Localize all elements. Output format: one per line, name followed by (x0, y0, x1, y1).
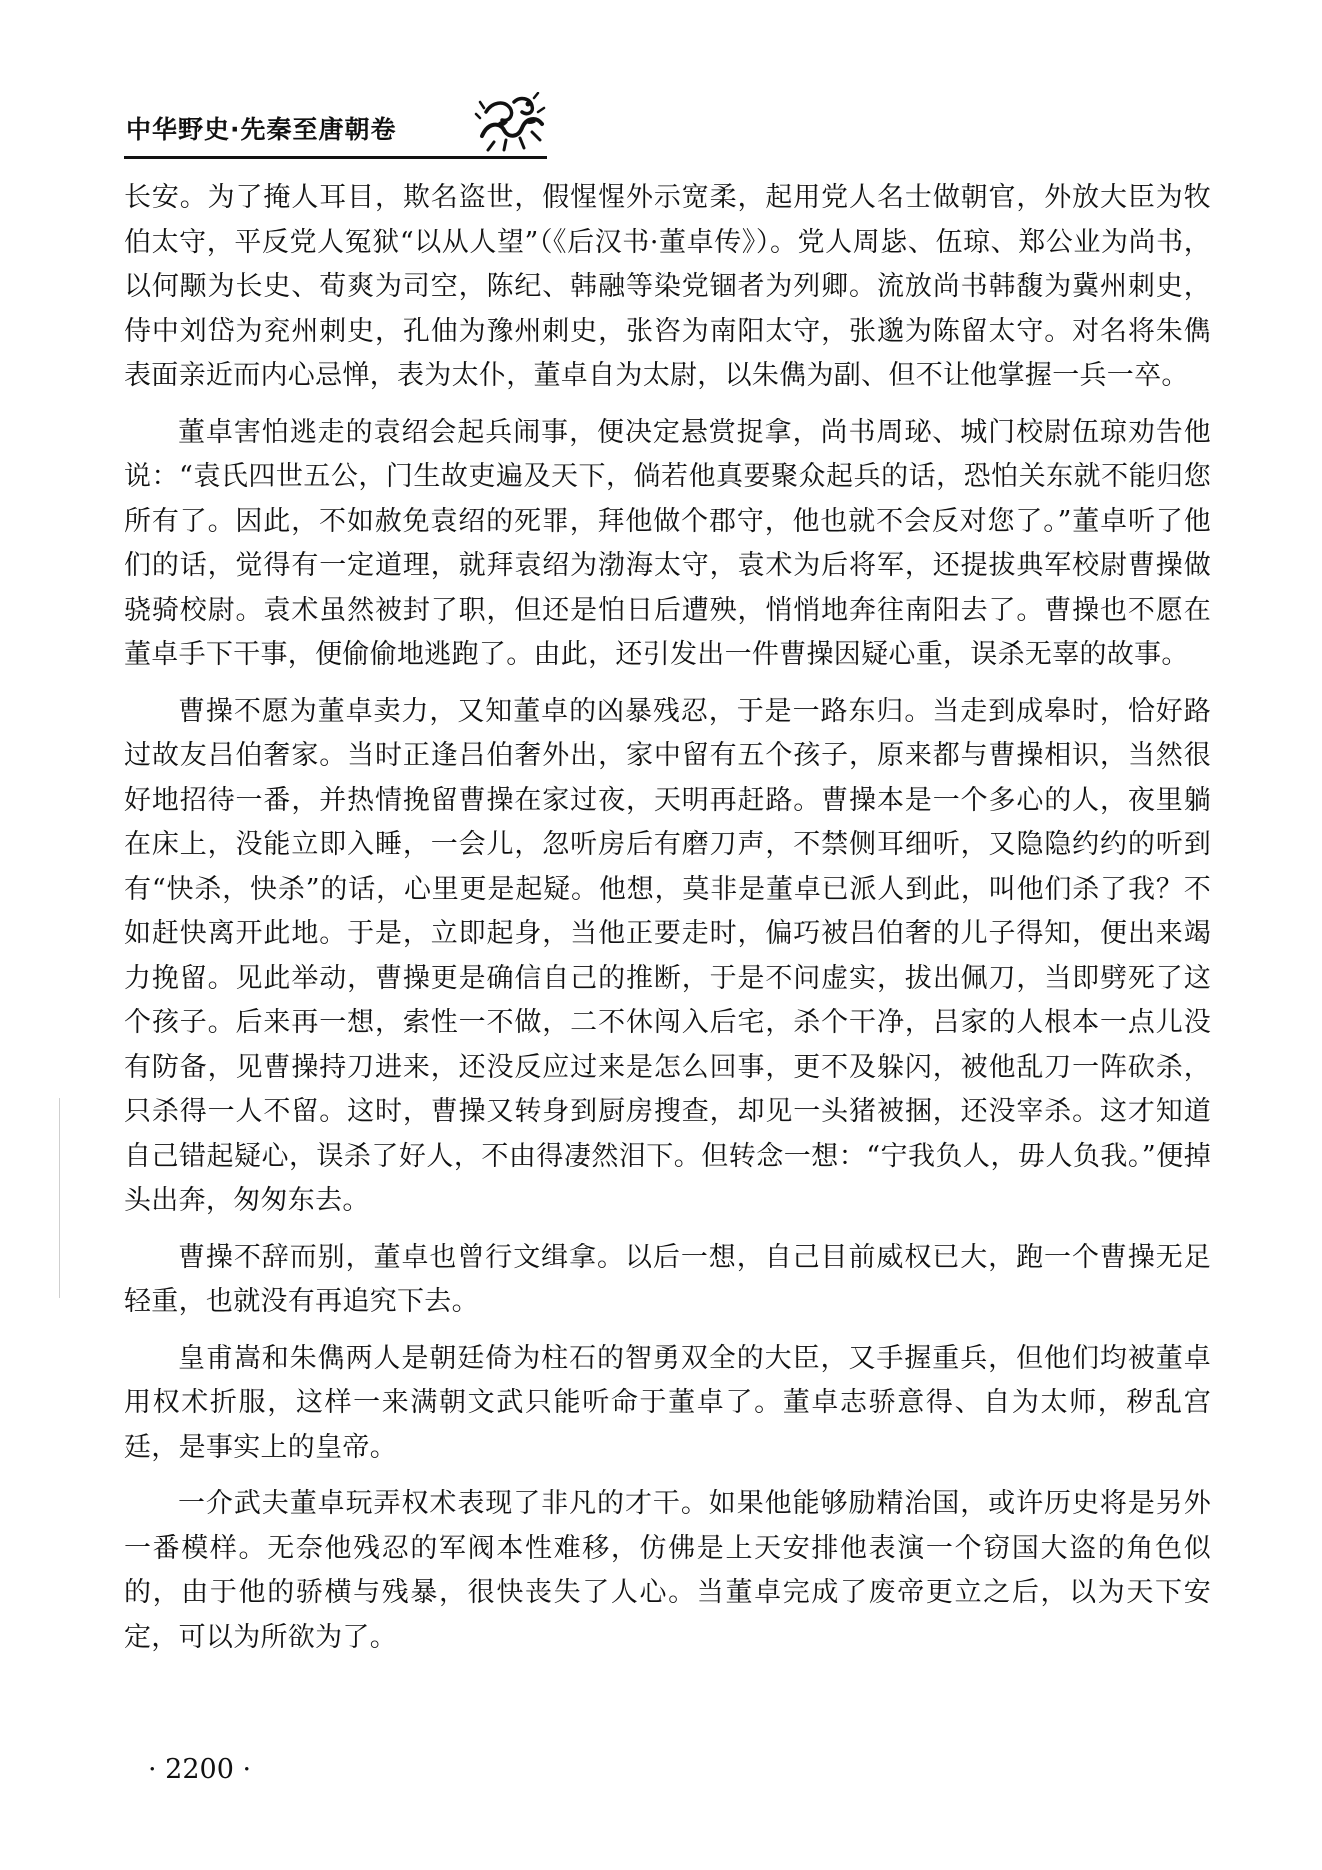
paragraph: 皇甫嵩和朱儁两人是朝廷倚为柱石的智勇双全的大臣，又手握重兵，但他们均被董卓用权术折服，这样一来满朝文武只能听命于董卓了。董卓志骄意得、自为太师，秽乱宫廷，是事实上的皇帝。 (124, 1342, 1211, 1463)
dragon-ornament-icon (474, 92, 548, 154)
paragraph: 一介武夫董卓玩弄权术表现了非凡的才干。如果他能够励精治国，或许历史将是另外一番模样。无奈他残忍的军阀本性难移，仿佛是上天安排他表演一个窃国大盗的角色似的，由于他的骄横与残暴，很快丧失了人心。当董卓完成了废帝更立之后，以为天下安定，可以为所欲为了。 (124, 1488, 1211, 1653)
paragraph: 长安。为了掩人耳目，欺名盗世，假惺惺外示宽柔，起用党人名士做朝官，外放大臣为牧伯太守，平反党人冤狱“以从人望”（《后汉书·董卓传》）。党人周毖、伍琼、郑公业为尚书，以何颙为长史、荀爽为司空，陈纪、韩融等染党锢者为列卿。流放尚书韩馥为冀州刺史，侍中刘岱为兖州刺史，孔伷为豫州刺史，张咨为南阳太守，张邈为陈留太守。对名将朱儁表面亲近而内心忌惮，表为太仆，董卓自为太尉，以朱儁为副、但不让他掌握一兵一卒。 (124, 182, 1211, 391)
main-text (124, 176, 1211, 1672)
page-number: · 2200 · (148, 1754, 252, 1785)
paragraph: 曹操不辞而别，董卓也曾行文缉拿。以后一想，自己目前威权已大，跑一个曹操无足轻重，也就没有再追究下去。 (124, 1241, 1211, 1317)
book-title: 中华野史·先秦至唐朝卷 (126, 115, 397, 144)
scan-margin-mark (59, 1098, 60, 1298)
running-header (124, 102, 547, 156)
paragraph: 曹操不愿为董卓卖力，又知董卓的凶暴残忍，于是一路东归。当走到成皋时，恰好路过故友吕伯奢家。当时正逢吕伯奢外出，家中留有五个孩子，原来都与曹操相识，当然很好地招待一番，并热情挽留曹操在家过夜，天明再赶路。曹操本是一个多心的人，夜里躺在床上，没能立即入睡，一会儿，忽听房后有磨刀声，不禁侧耳细听，又隐隐约约的听到有“快杀，快杀”的话，心里更是起疑。他想，莫非是董卓已派人到此，叫他们杀了我？不如赶快离开此地。于是，立即起身，当他正要走时，偏巧被吕伯奢的儿子得知，便出来竭力挽留。见此举动，曹操更是确信自己的推断，于是不问虚实，拔出佩刀，当即劈死了这个孩子。后来再一想，索性一不做，二不休闯入后宅，杀个干净，吕家的人根本一点儿没有防备，见曹操持刀进来，还没反应过来是怎么回事，更不及躲闪，被他乱刀一阵砍杀，只杀得一人不留。这时，曹操又转身到厨房搜查，却见一头猪被捆，还没宰杀。这才知道自己错起疑心，误杀了好人，不由得凄然泪下。但转念一想：“宁我负人，毋人负我。”便掉头出奔，匆匆东去。 (124, 695, 1211, 1216)
header-rule (124, 156, 547, 159)
paragraph: 董卓害怕逃走的袁绍会起兵闹事，便决定悬赏捉拿，尚书周珌、城门校尉伍琼劝告他说：“袁氏四世五公，门生故吏遍及天下，倘若他真要聚众起兵的话，恐怕关东就不能归您所有了。因此，不如赦免袁绍的死罪，拜他做个郡守，他也就不会反对您了。”董卓听了他们的话，觉得有一定道理，就拜袁绍为渤海太守，袁术为后将军，还提拔典军校尉曹操做骁骑校尉。袁术虽然被封了职，但还是怕日后遭殃，悄悄地奔往南阳去了。曹操也不愿在董卓手下干事，便偷偷地逃跑了。由此，还引发出一件曹操因疑心重，误杀无辜的故事。 (124, 416, 1211, 670)
